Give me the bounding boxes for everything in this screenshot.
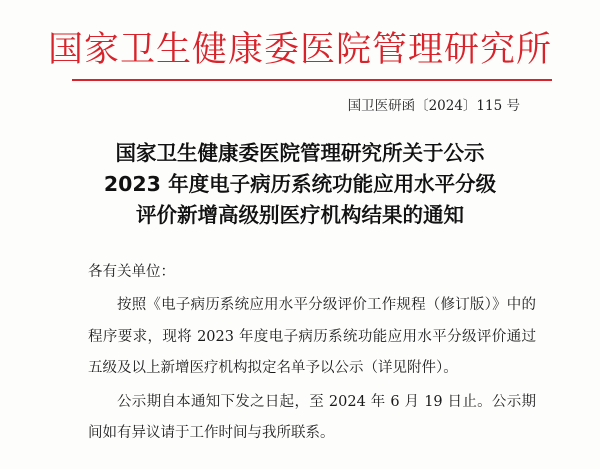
title-line: 评价新增高级别医疗机构结果的通知: [136, 203, 464, 227]
salutation: 各有关单位：: [88, 264, 175, 280]
body-paragraph: 按照《电子病历系统应用水平分级评价工作规程（修订版）》中的程序要求，现将 2023 年度电子病历系统功能应用水平分级评价通过五级及以上新增医疗机构拟定名单予以公示（详见附件）。: [88, 297, 536, 376]
institute-letterhead: 国家卫生健康委医院管理研究所: [47, 30, 552, 70]
letterhead-red-rule: [72, 79, 552, 81]
body-paragraph: 公示期自本通知下发之日起，至 2024 年 6 月 19 日止。公示期间如有异议请于工作时间与我所联系。: [88, 393, 536, 441]
title-line: 国家卫生健康委医院管理研究所关于公示: [115, 141, 485, 165]
document-number: 国卫医研函〔2024〕115 号: [347, 98, 520, 114]
document-title: [0, 138, 600, 231]
title-line: 2023 年度电子病历系统功能应用水平分级: [103, 172, 497, 196]
notice-body: [88, 290, 536, 450]
